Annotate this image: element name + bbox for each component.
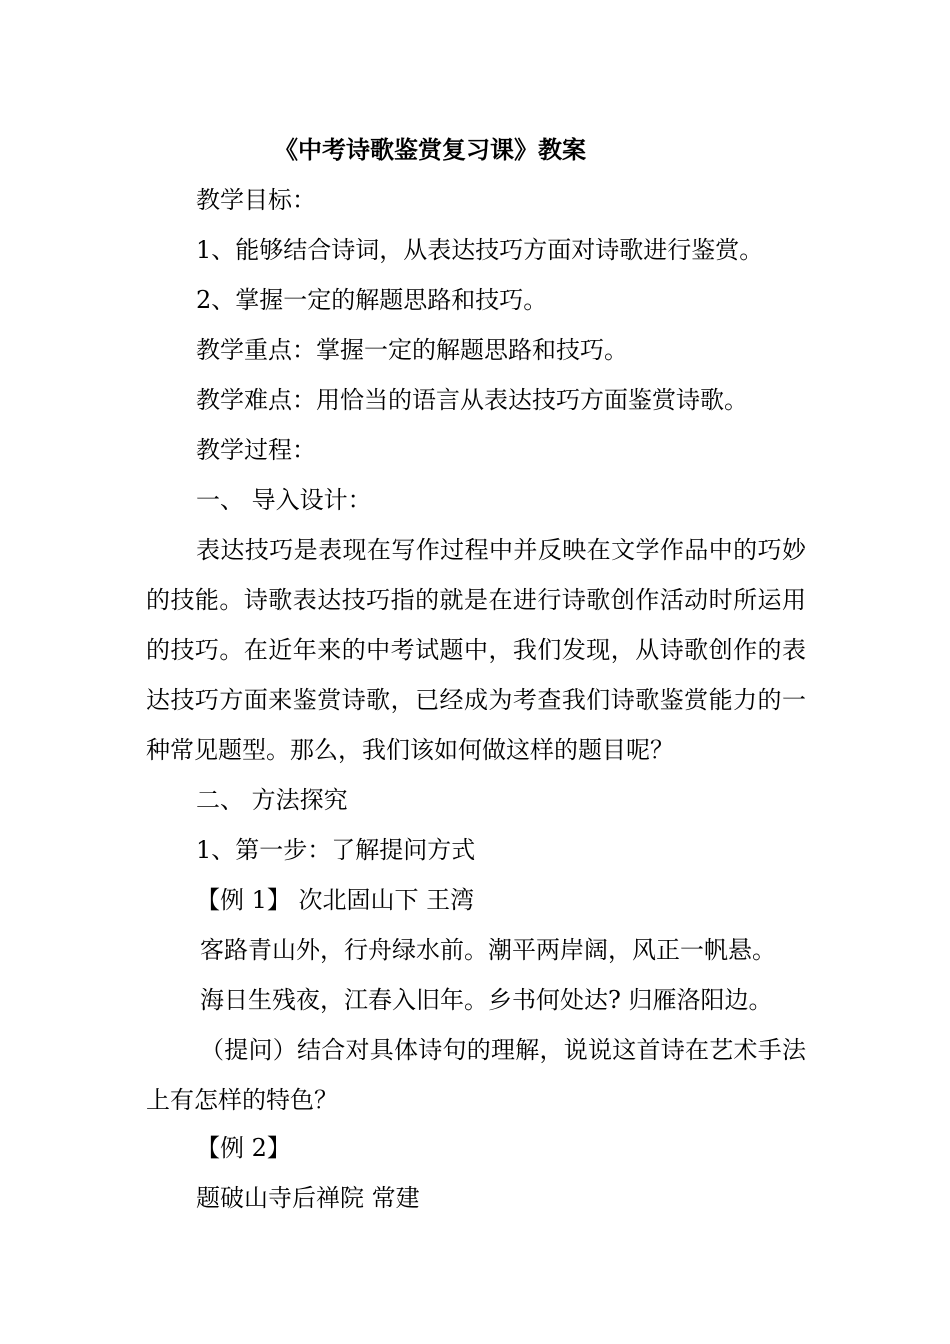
example-2-label: 【例 2】	[196, 1134, 291, 1162]
objective-1: 1、能够结合诗词，从表达技巧方面对诗歌进行鉴赏。	[196, 236, 764, 264]
poem-line-2: 海日生残夜，江春入旧年。乡书何处达? 归雁洛阳边。	[200, 986, 773, 1014]
section-1-heading: 一、 导入设计：	[196, 486, 372, 514]
poem-line-1: 客路青山外，行舟绿水前。潮平两岸阔，风正一帆悬。	[200, 936, 776, 964]
example-2-poem-title: 题破山寺后禅院 常建	[196, 1184, 420, 1212]
question-paragraph: （提问）结合对具体诗句的理解，说说这首诗在艺术手法上有怎样的特色？	[146, 1036, 806, 1114]
step-1: 1、第一步：了解提问方式	[196, 836, 476, 864]
difficult-point: 教学难点：用恰当的语言从表达技巧方面鉴赏诗歌。	[196, 386, 748, 414]
key-point: 教学重点：掌握一定的解题思路和技巧。	[196, 336, 628, 364]
intro-paragraph: 表达技巧是表现在写作过程中并反映在文学作品中的巧妙的技能。诗歌表达技巧指的就是在进行诗歌创作活动时所运用的技巧。在近年来的中考试题中，我们发现，从诗歌创作的表达技巧方面来鉴赏诗歌，已经成为考查我们诗歌鉴赏能力的一种常见题型。那么，我们该如何做这样的题目呢？	[146, 536, 806, 764]
objectives-heading: 教学目标：	[196, 186, 316, 214]
example-1-label: 【例 1】 次北固山下 王湾	[196, 886, 475, 914]
process-heading: 教学过程：	[196, 436, 316, 464]
document-title: 《中考诗歌鉴赏复习课》教案	[274, 135, 586, 164]
section-2-heading: 二、 方法探究	[196, 786, 348, 814]
objective-2: 2、掌握一定的解题思路和技巧。	[196, 286, 548, 314]
